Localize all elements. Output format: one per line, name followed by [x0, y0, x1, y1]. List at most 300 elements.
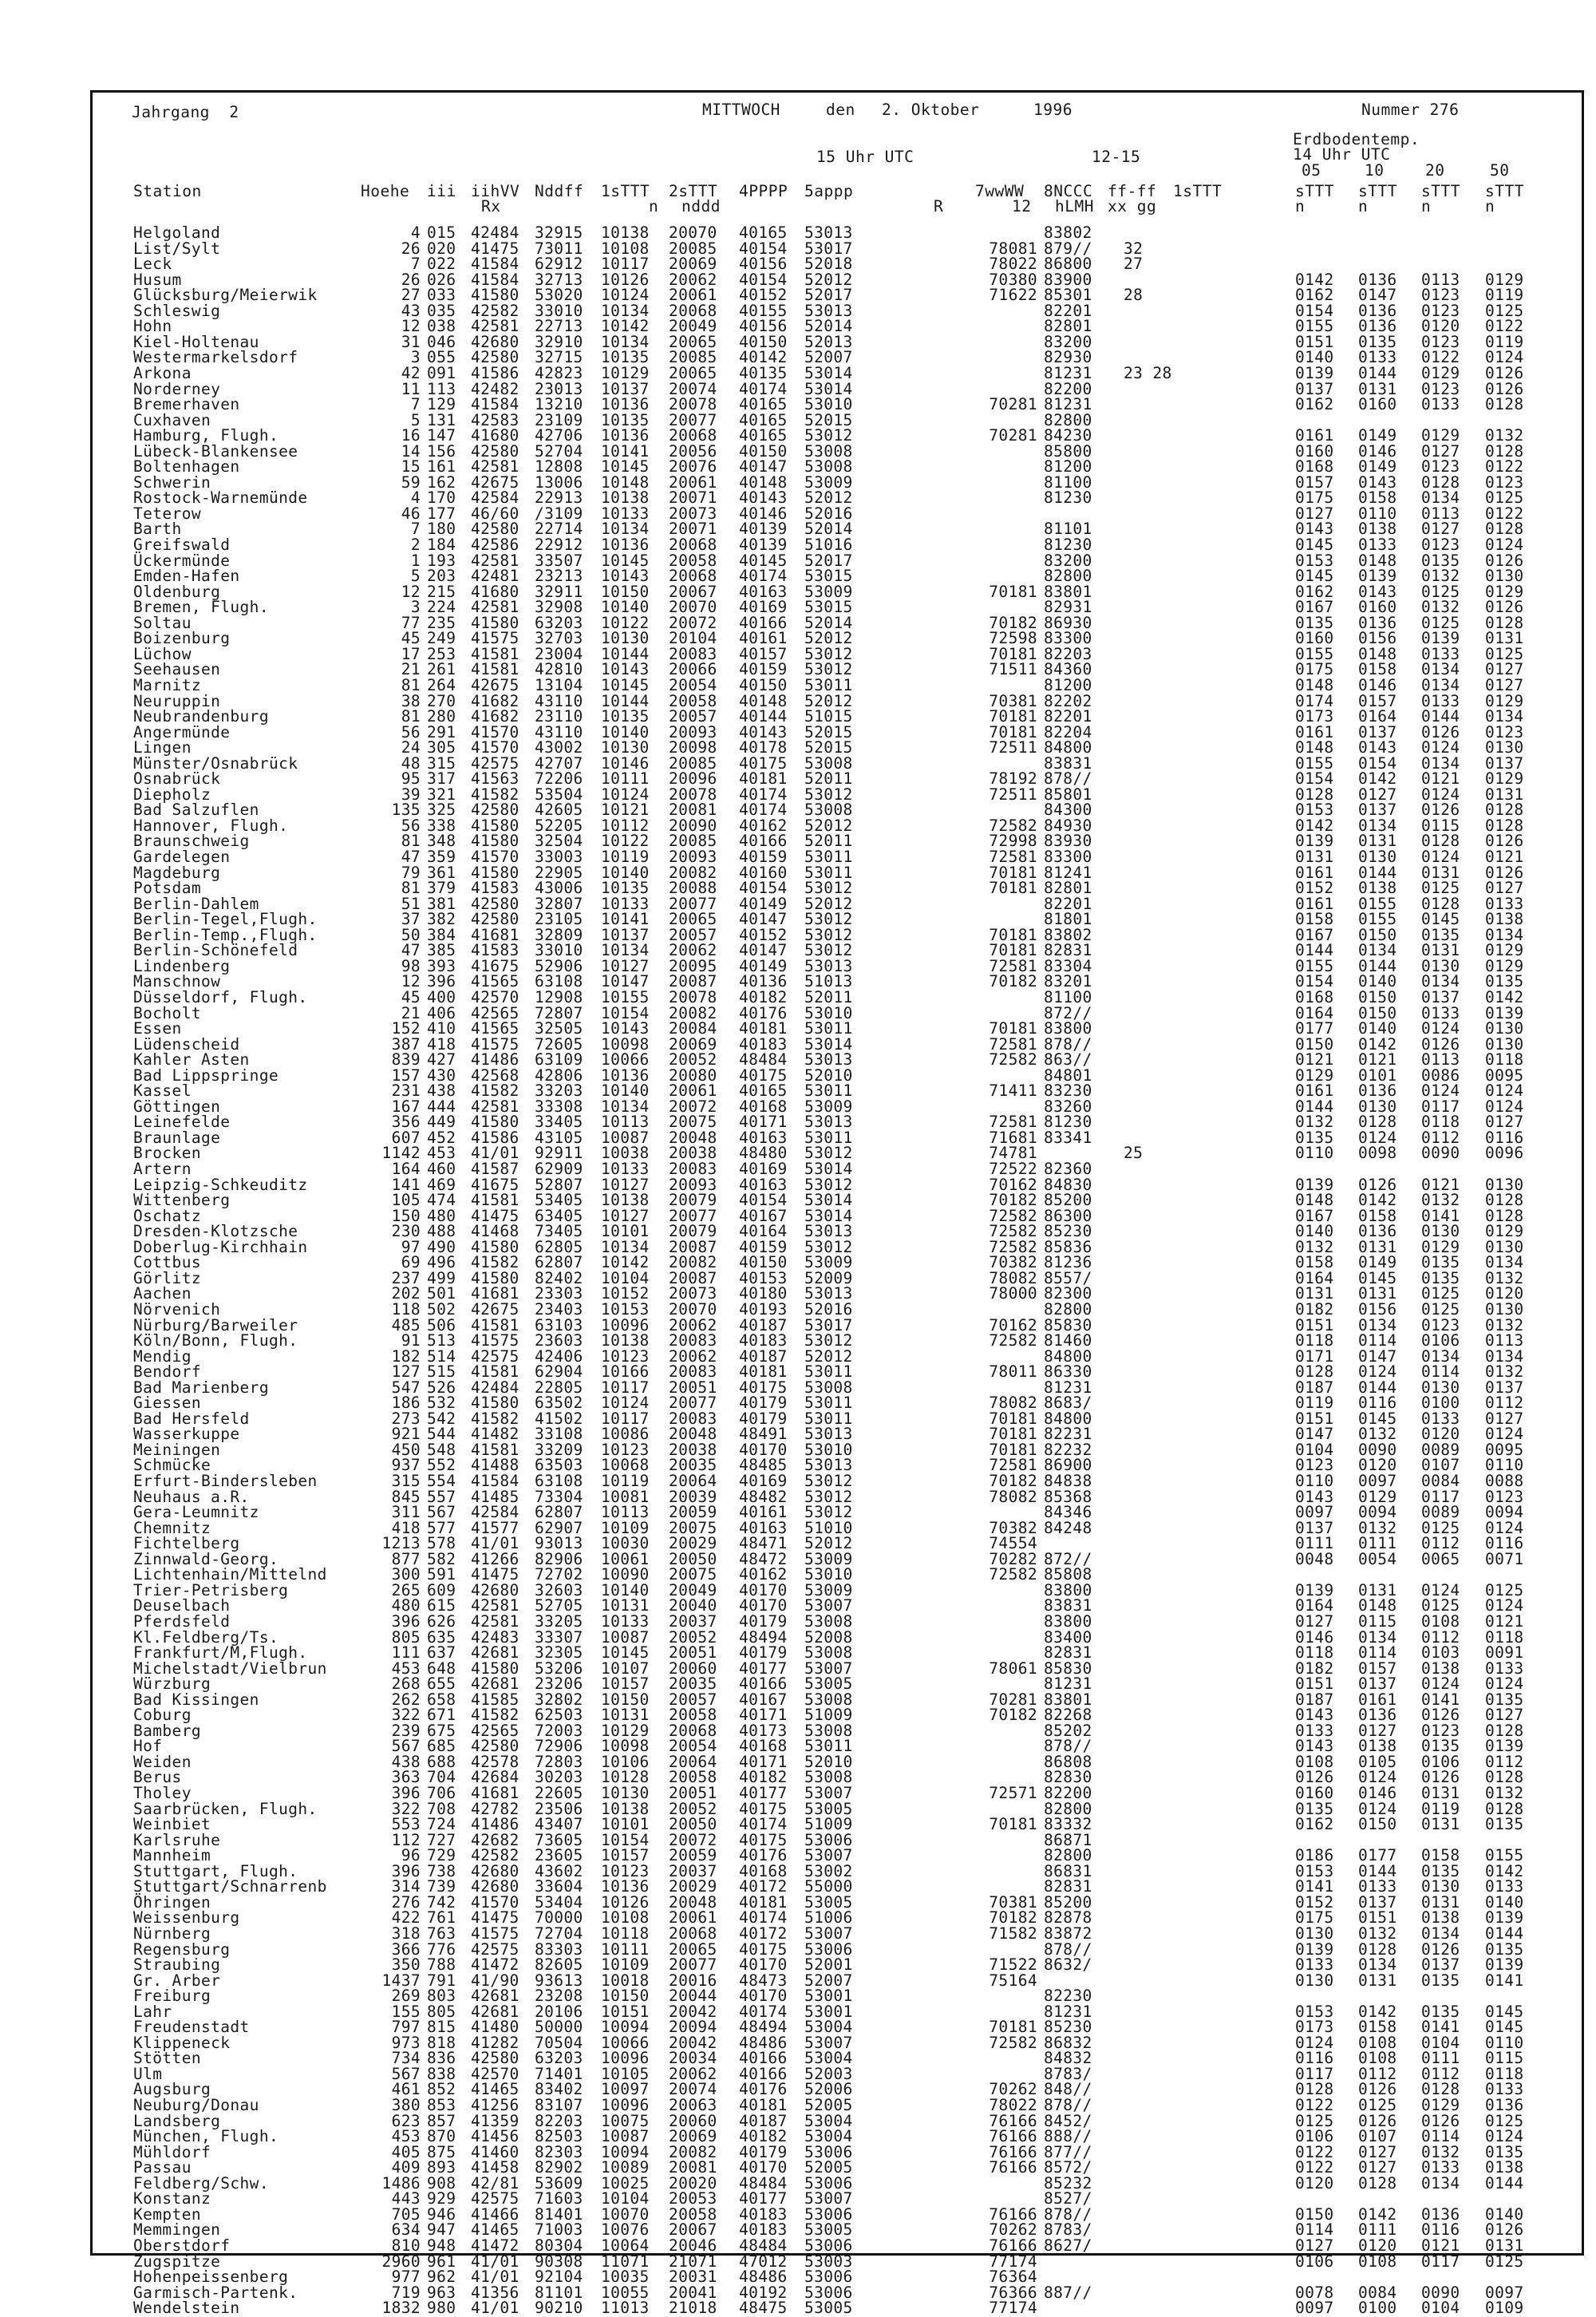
soil-20: 0134 [1421, 1924, 1460, 1943]
hoehe: 318 [391, 1924, 421, 1943]
table-row [0, 1114, 1596, 1130]
soil-05: 0135 [1295, 1128, 1334, 1147]
tendency-5appp: 53007 [804, 2189, 853, 2208]
station-id: 502 [427, 1299, 456, 1319]
soil-20: 0134 [1421, 1346, 1460, 1366]
iihvv: 41580 [471, 1237, 519, 1256]
pressure-4pppp: 40181 [739, 1892, 788, 1912]
temp-1sttt: 10112 [601, 816, 650, 835]
temp-1sttt: 10109 [601, 1955, 650, 1975]
temp-2sttt: 20052 [669, 1050, 717, 1070]
temp-1sttt: 10136 [601, 1066, 650, 1085]
pressure-4pppp: 40168 [739, 1737, 788, 1756]
station-name: Ulm [133, 2064, 163, 2083]
temp-2sttt: 20075 [669, 1518, 717, 1537]
iihvv: 41586 [471, 1128, 519, 1147]
soil-50: 0133 [1485, 894, 1524, 913]
pressure-4pppp: 40171 [739, 1113, 788, 1132]
iihvv: 42680 [471, 1861, 519, 1880]
temp-2sttt: 20085 [669, 753, 717, 773]
soil-10: 0143 [1358, 582, 1397, 601]
table-row [0, 740, 1596, 756]
pressure-4pppp: 40179 [739, 1394, 788, 1413]
temp-1sttt: 10140 [601, 598, 650, 617]
temp-1sttt: 10096 [601, 2096, 650, 2114]
temp-2sttt: 20082 [669, 1253, 717, 1272]
table-row [0, 1957, 1596, 1973]
station-id: 635 [427, 1627, 456, 1647]
nddff: 52807 [535, 1175, 583, 1194]
pressure-4pppp: 40163 [739, 1128, 788, 1147]
temp-1sttt: 10108 [601, 239, 650, 258]
wind-ffff: 27 [1124, 255, 1144, 274]
temp-2sttt: 20094 [669, 2018, 717, 2037]
pressure-4pppp: 40175 [739, 1799, 788, 1818]
table-row [0, 459, 1596, 475]
clouds-8nccc: 8572/ [1044, 2158, 1092, 2177]
nddff: 82906 [535, 1549, 583, 1568]
station-name: Arkona [133, 363, 192, 382]
nddff: 92104 [535, 2268, 583, 2287]
hoehe: 17 [401, 644, 421, 663]
nddff: 12908 [535, 987, 583, 1006]
soil-50: 0130 [1485, 1175, 1524, 1194]
tendency-5appp: 53006 [804, 2142, 853, 2161]
soil-05: 0167 [1295, 925, 1334, 944]
table-row [0, 1939, 1596, 1959]
pressure-4pppp: 40168 [739, 1097, 788, 1116]
soil-05: 0175 [1295, 660, 1334, 679]
station-name: Gardelegen [133, 848, 231, 866]
nddff: 23603 [535, 1331, 583, 1350]
weather-7wwww: 78192 [989, 769, 1037, 789]
nddff: 73304 [535, 1487, 583, 1506]
soil-50: 0127 [1485, 660, 1524, 679]
station-name: Bad Lippspringe [133, 1066, 279, 1085]
tendency-5appp: 53011 [804, 1019, 853, 1038]
soil-10: 0127 [1358, 2142, 1397, 2161]
soil-50: 0142 [1485, 987, 1524, 1006]
clouds-8nccc: 83800 [1044, 1580, 1092, 1599]
pressure-4pppp: 40166 [739, 832, 788, 851]
hoehe: 634 [391, 2220, 421, 2240]
iihvv: 42568 [471, 1066, 519, 1085]
clouds-8nccc: 83930 [1044, 832, 1092, 851]
weekday: MITTWOCH [702, 101, 780, 119]
hoehe: 937 [391, 1456, 421, 1475]
station-id: 544 [427, 1425, 456, 1444]
nddff: 82203 [535, 2111, 583, 2130]
tendency-5appp: 53013 [804, 1284, 853, 1303]
clouds-8nccc: 82200 [1044, 1784, 1092, 1802]
table-row [0, 1268, 1596, 1287]
station-name: Mendig [133, 1346, 192, 1366]
station-name: Klippeneck [133, 2033, 231, 2052]
hoehe: 4 [410, 223, 421, 242]
temp-1sttt: 10124 [601, 785, 650, 804]
station-name: Braunlage [133, 1128, 221, 1147]
wind-ffff: 28 [1124, 286, 1144, 305]
pressure-4pppp: 40181 [739, 769, 788, 789]
wind-ffff: 32 [1124, 239, 1144, 258]
soil-50: 0139 [1485, 1955, 1524, 1975]
clouds-8nccc: 84832 [1044, 2049, 1092, 2068]
station-name: Fichtelberg [133, 1534, 240, 1553]
soil-50: 0130 [1485, 1019, 1524, 1038]
temp-1sttt: 10128 [601, 1768, 650, 1787]
table-row [0, 1068, 1596, 1084]
hoehe: 450 [391, 1440, 421, 1459]
tendency-5appp: 52013 [804, 332, 853, 351]
clouds-8nccc: 82201 [1044, 707, 1092, 726]
table-row [0, 722, 1596, 741]
table-row [0, 615, 1596, 631]
iihvv: 42675 [471, 472, 519, 492]
col-station: Station [133, 182, 202, 200]
table-row [0, 2173, 1596, 2192]
hoehe: 7 [410, 395, 421, 414]
temp-2sttt: 20093 [669, 848, 717, 866]
soil-20: 0124 [1421, 785, 1460, 804]
table-row [0, 1769, 1596, 1785]
tendency-5appp: 52017 [804, 286, 853, 305]
pressure-4pppp: 40149 [739, 894, 788, 913]
table-row [0, 1333, 1596, 1349]
soil-10: 0127 [1358, 785, 1397, 804]
hoehe: 56 [401, 816, 421, 835]
soil-20: 0133 [1421, 395, 1460, 414]
temp-1sttt: 10127 [601, 1206, 650, 1225]
soil-05: 0148 [1295, 1191, 1334, 1210]
clouds-8nccc: 83831 [1044, 753, 1092, 773]
hoehe: 51 [401, 894, 421, 913]
iihvv: 41475 [471, 239, 519, 258]
clouds-8nccc: 86900 [1044, 1456, 1092, 1475]
temp-2sttt: 20070 [669, 223, 717, 242]
hoehe: 50 [401, 925, 421, 944]
nddff: 63203 [535, 2049, 583, 2068]
pressure-4pppp: 40150 [739, 441, 788, 461]
temp-2sttt: 20067 [669, 582, 717, 601]
nddff: 92911 [535, 1144, 583, 1163]
soil-50: 0137 [1485, 753, 1524, 773]
hoehe: 21 [401, 1003, 421, 1022]
soil-05: 0155 [1295, 317, 1334, 336]
soil-20: 0139 [1421, 629, 1460, 648]
soil-10: 0128 [1358, 2173, 1397, 2192]
station-name: Stuttgart, Flugh. [133, 1861, 298, 1880]
weather-7wwww: 70182 [989, 972, 1037, 991]
iihvv: 42484 [471, 1378, 519, 1397]
temp-1sttt: 10140 [601, 722, 650, 741]
station-name: Bad Hersfeld [133, 1409, 250, 1428]
soil-50: 0124 [1485, 1425, 1524, 1444]
temp-2sttt: 21018 [669, 2299, 717, 2317]
station-id: 361 [427, 863, 456, 882]
clouds-8nccc: 83801 [1044, 582, 1092, 601]
temp-1sttt: 10111 [601, 1939, 650, 1959]
table-row [0, 397, 1596, 413]
pressure-4pppp: 48491 [739, 1425, 788, 1444]
soil-05: 0048 [1295, 1549, 1334, 1568]
temp-2sttt: 20085 [669, 832, 717, 851]
soil-50: 0138 [1485, 2158, 1524, 2177]
station-name: Lahr [133, 2002, 172, 2021]
station-id: 637 [427, 1643, 456, 1663]
nddff: 33507 [535, 551, 583, 570]
weather-7wwww: 78082 [989, 1487, 1037, 1506]
table-row [0, 225, 1596, 241]
temp-2sttt: 20084 [669, 1019, 717, 1038]
temp-1sttt: 10134 [601, 301, 650, 320]
soil-10: 0148 [1358, 644, 1397, 663]
soil-10: 0157 [1358, 691, 1397, 710]
soil-10: 0127 [1358, 2158, 1397, 2177]
soil-05: 0182 [1295, 1299, 1334, 1319]
nddff: 41502 [535, 1409, 583, 1428]
tendency-5appp: 52010 [804, 1752, 853, 1771]
nddff: 42810 [535, 660, 583, 679]
station-name: Berlin-Temp.,Flugh. [133, 925, 318, 944]
soil-10: 0137 [1358, 1892, 1397, 1912]
pressure-4pppp: 40153 [739, 1268, 788, 1287]
soil-20: 0135 [1421, 2002, 1460, 2021]
temp-2sttt: 20063 [669, 2096, 717, 2114]
soil-05: 0118 [1295, 1331, 1334, 1350]
hoehe: 418 [391, 1518, 421, 1537]
tendency-5appp: 53004 [804, 2127, 853, 2146]
pressure-4pppp: 40147 [739, 910, 788, 929]
temp-1sttt: 10096 [601, 2049, 650, 2068]
soil-50: 0091 [1485, 1643, 1524, 1663]
table-row [0, 2019, 1596, 2035]
nddff: 83303 [535, 1939, 583, 1959]
iihvv: 41/01 [471, 1144, 519, 1163]
table-row [0, 1021, 1596, 1037]
station-name: Neuburg/Donau [133, 2096, 259, 2114]
soil-10: 0142 [1358, 769, 1397, 789]
tendency-5appp: 53010 [804, 395, 853, 414]
table-row [0, 2098, 1596, 2113]
nddff: 52906 [535, 956, 583, 975]
soil-20: 0114 [1421, 2127, 1460, 2146]
station-name: Oberstdorf [133, 2236, 231, 2255]
station-name: Straubing [133, 1955, 221, 1975]
soil-05: 0133 [1295, 1721, 1334, 1740]
station-id: 852 [427, 2080, 456, 2099]
soil-05: 0130 [1295, 1924, 1334, 1943]
temp-2sttt: 20040 [669, 1596, 717, 1615]
soil-50: 0124 [1485, 1674, 1524, 1694]
temp-2sttt: 20073 [669, 504, 717, 523]
soil-10: 0134 [1358, 816, 1397, 835]
station-name: Emden-Hafen [133, 567, 240, 586]
hoehe: 1832 [381, 2299, 421, 2317]
soil-20: 0124 [1421, 1674, 1460, 1694]
hoehe: 81 [401, 832, 421, 851]
jahrgang: Jahrgang 2 [132, 103, 239, 121]
station-name: Marnitz [133, 675, 201, 694]
hoehe: 396 [391, 1861, 421, 1880]
station-id: 554 [427, 1472, 456, 1490]
nddff: 63109 [535, 1050, 583, 1070]
station-name: Landsberg [133, 2111, 221, 2130]
station-id: 577 [427, 1518, 456, 1537]
soil-20: 0128 [1421, 832, 1460, 851]
tendency-5appp: 52014 [804, 613, 853, 632]
station-name: Weinbiet [133, 1815, 211, 1834]
nddff: 62807 [535, 1253, 583, 1272]
tendency-5appp: 53012 [804, 1331, 853, 1350]
iihvv: 42580 [471, 441, 519, 461]
soil-20: 0104 [1421, 2033, 1460, 2052]
pressure-4pppp: 40193 [739, 1299, 788, 1319]
station-id: 552 [427, 1456, 456, 1475]
soil-20: 0090 [1421, 1144, 1460, 1163]
tendency-5appp: 53010 [804, 1565, 853, 1584]
clouds-8nccc: 81230 [1044, 536, 1092, 554]
soil-05: 0128 [1295, 785, 1334, 804]
nddff: 13104 [535, 675, 583, 694]
soil-10: 0148 [1358, 551, 1397, 570]
tendency-5appp: 52007 [804, 348, 853, 367]
temp-1sttt: 10131 [601, 1596, 650, 1615]
temp-2sttt: 20075 [669, 1565, 717, 1584]
tendency-5appp: 53005 [804, 1674, 853, 1694]
pressure-4pppp: 40174 [739, 1815, 788, 1834]
clouds-8nccc: 8627/ [1044, 2236, 1092, 2255]
soil-05: 0164 [1295, 1596, 1334, 1615]
soil-10: 0124 [1358, 1799, 1397, 1818]
col-sttt-20-sub: n [1421, 197, 1432, 215]
soil-10: 0107 [1358, 2127, 1397, 2146]
temp-1sttt: 10138 [601, 223, 650, 242]
station-id: 449 [427, 1113, 456, 1132]
station-name: Augsburg [133, 2080, 211, 2099]
clouds-8nccc: 81200 [1044, 675, 1092, 694]
iihvv: 42580 [471, 894, 519, 913]
iihvv: 42565 [471, 1721, 519, 1740]
station-name: Hof [133, 1737, 163, 1756]
temp-1sttt: 10140 [601, 1580, 650, 1599]
station-id: 452 [427, 1128, 456, 1147]
station-name: Frankfurt/M,Flugh. [133, 1643, 308, 1663]
hoehe: 443 [391, 2189, 421, 2208]
soil-05: 0154 [1295, 769, 1334, 789]
iihvv: 41488 [471, 1456, 519, 1475]
soil-05: 0187 [1295, 1690, 1334, 1709]
temp-1sttt: 10127 [601, 956, 650, 975]
soil-10: 0098 [1358, 1144, 1397, 1163]
clouds-8nccc: 82230 [1044, 1987, 1092, 2006]
soil-10: 0132 [1358, 1518, 1397, 1537]
clouds-8nccc: 85301 [1044, 286, 1092, 305]
clouds-8nccc: 82360 [1044, 1160, 1092, 1178]
station-id: 393 [427, 956, 456, 975]
nddff: 63203 [535, 613, 583, 632]
hoehe: 2 [410, 536, 421, 554]
soil-05: 0161 [1295, 1081, 1334, 1101]
soil-10: 0131 [1358, 1284, 1397, 1303]
soil-05: 0127 [1295, 504, 1334, 523]
hoehe: 12 [401, 972, 421, 991]
soil-20: 0133 [1421, 2158, 1460, 2177]
soil-05: 0161 [1295, 863, 1334, 882]
station-id: 496 [427, 1253, 456, 1272]
table-row [0, 363, 1596, 382]
soil-05: 0173 [1295, 2018, 1334, 2037]
iihvv: 42580 [471, 801, 519, 820]
table-row [0, 2269, 1596, 2285]
iihvv: 42575 [471, 1346, 519, 1366]
soil-50: 0126 [1485, 363, 1524, 382]
table-row [0, 1676, 1596, 1692]
pressure-4pppp: 40157 [739, 644, 788, 663]
soil-10: 0127 [1358, 1721, 1397, 1740]
tendency-5appp: 53004 [804, 2049, 853, 2068]
tendency-5appp: 53015 [804, 567, 853, 586]
hoehe: 46 [401, 504, 421, 523]
soil-20: 0129 [1421, 426, 1460, 445]
hoehe: 453 [391, 2127, 421, 2146]
station-id: 430 [427, 1066, 456, 1085]
iihvv: 42581 [471, 1596, 519, 1615]
soil-05: 0117 [1295, 2064, 1334, 2083]
clouds-8nccc: 86808 [1044, 1752, 1092, 1771]
soil-10: 0133 [1358, 1877, 1397, 1896]
pressure-4pppp: 40165 [739, 1081, 788, 1101]
iihvv: 41680 [471, 426, 519, 445]
soil-10: 0149 [1358, 457, 1397, 476]
tendency-5appp: 52014 [804, 317, 853, 336]
soil-05: 0135 [1295, 613, 1334, 632]
nddff: 73605 [535, 1830, 583, 1849]
soil-05: 0150 [1295, 1034, 1334, 1054]
soil-10: 0150 [1358, 925, 1397, 944]
iihvv: 41581 [471, 1440, 519, 1459]
pressure-4pppp: 48482 [739, 1487, 788, 1506]
soil-10: 0160 [1358, 395, 1397, 414]
temp-2sttt: 20083 [669, 1331, 717, 1350]
soil-20: 0118 [1421, 1113, 1460, 1132]
soil-05: 0148 [1295, 738, 1334, 757]
soil-05: 0140 [1295, 1222, 1334, 1241]
pressure-4pppp: 40171 [739, 1706, 788, 1725]
clouds-8nccc: 8452/ [1044, 2111, 1092, 2130]
nddff: 32603 [535, 1580, 583, 1599]
temp-2sttt: 20079 [669, 1222, 717, 1241]
temp-2sttt: 20087 [669, 1268, 717, 1287]
clouds-8nccc: 82800 [1044, 1799, 1092, 1818]
table-row [0, 2238, 1596, 2254]
temp-2sttt: 20049 [669, 317, 717, 336]
temp-1sttt: 10133 [601, 894, 650, 913]
soil-50: 0133 [1485, 2080, 1524, 2099]
pressure-4pppp: 40183 [739, 2204, 788, 2224]
clouds-8nccc: 83341 [1044, 1128, 1092, 1147]
soil-20: 0125 [1421, 1518, 1460, 1537]
iihvv: 41581 [471, 1315, 519, 1334]
station-id: 805 [427, 2002, 456, 2021]
pressure-4pppp: 40169 [739, 1472, 788, 1490]
soil-05: 0139 [1295, 1939, 1334, 1959]
soil-20: 0135 [1421, 925, 1460, 944]
temp-2sttt: 20074 [669, 2080, 717, 2099]
soil-05: 0132 [1295, 1113, 1334, 1132]
station-name: Teterow [133, 504, 201, 523]
nddff: 42406 [535, 1346, 583, 1366]
pressure-4pppp: 48473 [739, 1971, 788, 1990]
